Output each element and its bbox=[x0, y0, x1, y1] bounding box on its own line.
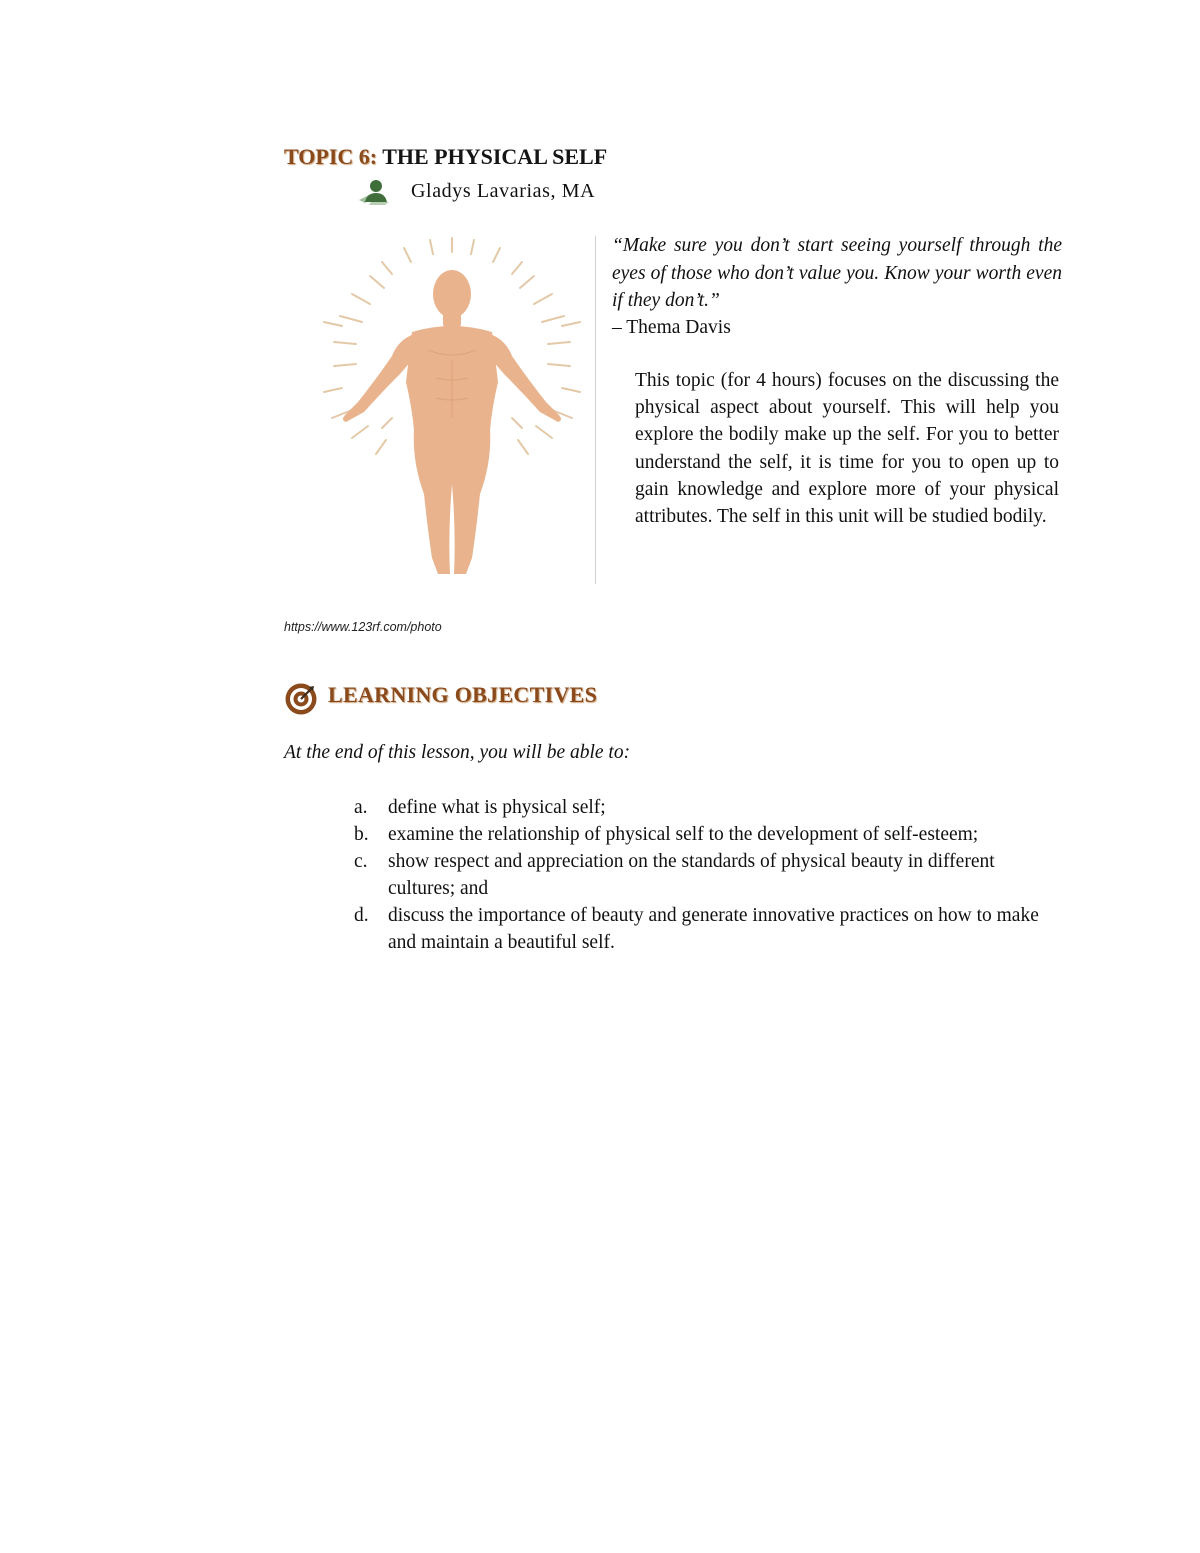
list-item bbox=[354, 902, 1054, 956]
list-marker: a. bbox=[354, 797, 368, 818]
intro-paragraph: This topic (for 4 hours) focuses on the discussing the physical aspect about yourself. This will help you explore the bodily make up the self. For you to better understand the self, it is time for you to open up to gain knowledge and explore more of your physical attributes. The self in this unit will be studied bodily. bbox=[635, 370, 1059, 528]
quote-text: “Make sure you don’t start seeing yourself through the eyes of those who don’t value you. Know your worth even if they don’t.” bbox=[612, 235, 1062, 311]
objectives-intro: At the end of this lesson, you will be able to: bbox=[284, 742, 631, 763]
topic-title: THE PHYSICAL SELF bbox=[382, 144, 608, 169]
list-item bbox=[354, 794, 1054, 821]
topic-number: TOPIC 6: bbox=[284, 144, 378, 169]
list-item bbox=[354, 848, 1054, 902]
image-source-link[interactable]: https://www.123rf.com/photo bbox=[284, 620, 442, 634]
objectives-list bbox=[354, 794, 1054, 956]
author-name: Gladys Lavarias, MA bbox=[411, 180, 596, 202]
section-heading: LEARNING OBJECTIVES bbox=[328, 682, 598, 707]
list-marker: c. bbox=[354, 851, 368, 872]
page-title bbox=[284, 144, 607, 170]
list-item-text: discuss the importance of beauty and generate innovative practices on how to make and maintain a beautiful self. bbox=[388, 905, 1039, 953]
list-item-text: show respect and appreciation on the standards of physical beauty in different cultures; and bbox=[388, 851, 995, 899]
quote bbox=[612, 232, 1062, 315]
human-body-illustration bbox=[312, 232, 592, 584]
quote-author: – Thema Davis bbox=[612, 317, 731, 338]
column-divider bbox=[595, 236, 596, 584]
list-item bbox=[354, 821, 1054, 848]
list-item-text: examine the relationship of physical self to the development of self-esteem; bbox=[388, 824, 979, 845]
target-icon bbox=[284, 682, 318, 716]
list-marker: b. bbox=[354, 824, 369, 845]
person-icon bbox=[355, 178, 391, 206]
body-silhouette bbox=[343, 270, 561, 574]
list-marker: d. bbox=[354, 905, 369, 926]
list-item-text: define what is physical self; bbox=[388, 797, 606, 818]
